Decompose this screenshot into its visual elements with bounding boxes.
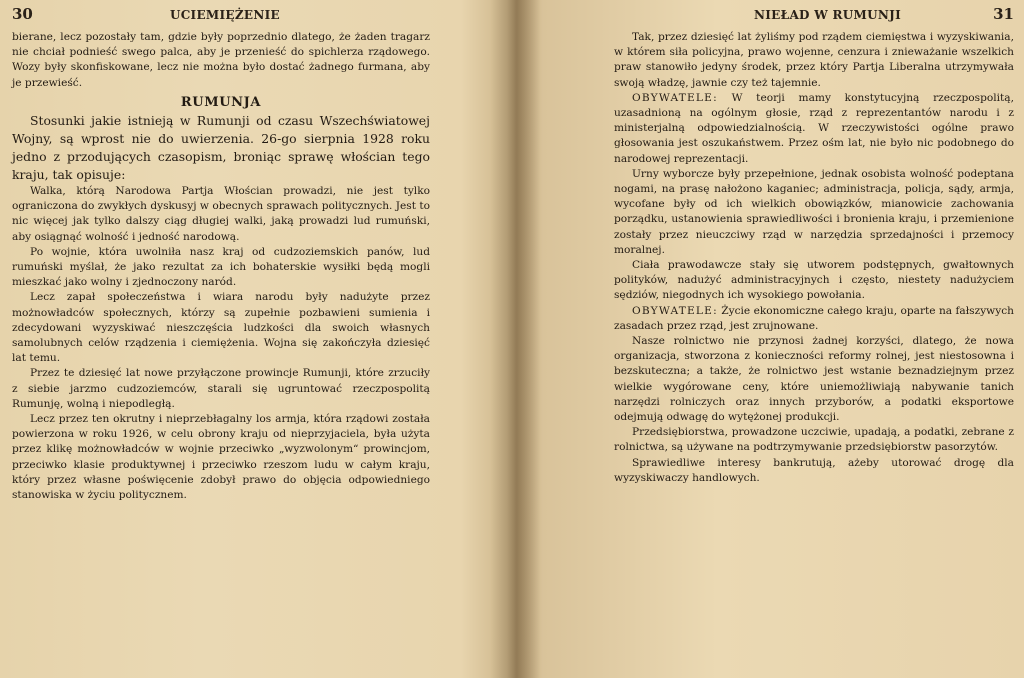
left-body-text (12, 30, 430, 503)
paragraph: Ciała prawodawcze stały się utworem podstępnych, gwałtownych polityków, nadużyć administracyjnych i często, niestety nadużyciem sędziów, niegodnych ich wysokiego powołania. (614, 259, 1014, 302)
left-page (0, 0, 510, 678)
section-heading: RUMUNJA (180, 94, 262, 110)
right-page (510, 0, 1024, 678)
paragraph: Sprawiedliwe interesy bankrutują, ażeby utorować drogę dla wyzyskiwaczy handlowych. (614, 456, 1014, 484)
paragraph: bierane, lecz pozostały tam, gdzie były poprzednio dlatego, że żaden tragarz nie chciał podnieść swego palca, aby je przenieść do spichlerza rządowego. Wozy były skonfiskowane, lecz nie można było dostać żadnego furmana, aby je przewieść. (12, 31, 430, 89)
address-label: OBYWATELE: (632, 304, 718, 317)
left-running-head-title: UCIEMIĘŻENIE (169, 8, 280, 22)
right-page-number: 31 (993, 5, 1014, 23)
paragraph: Lecz zapał społeczeństwa i wiara narodu były nadużyte przez możnowładców społecznych, którzy są zupełnie pozbawieni sumienia i zdecydowani wyzyskiwać nieszczęścia ludzkości dla swoich własnych samolubnych celów rządzenia i ciemiężenia. Wojna się zakończyła dziesięć lat temu. (12, 291, 430, 365)
paragraph: Stosunki jakie istnieją w Rumunji od czasu Wszechświatowej Wojny, są wprost nie do uwierzenia. 26-go sierpnia 1928 roku jedno z przodujących czasopism, broniąc sprawę włościan tego kraju, tak opisuje: (12, 113, 430, 183)
left-running-header (12, 0, 430, 30)
paragraph: Po wojnie, która uwolniła nasz kraj od cudzoziemskich panów, lud rumuński myślał, że jako rezultat za ich bohaterskie wysiłki będą mogli mieszkać jako wolny i zjednoczony naród. (12, 245, 430, 289)
right-running-head-title: NIEŁAD W RUMUNJI (754, 8, 902, 22)
paragraph: Tak, przez dziesięć lat żyliśmy pod rządem ciemięstwa i wyzyskiwania, w którem siła policyjna, prawo wojenne, cenzura i znieważanie wszelkich praw stanowiło jedyny środek, przez który Partja Liberalna utrzymywała swoją władzę, jawnie czy też tajemnie. (614, 31, 1014, 89)
right-body-text (614, 30, 1014, 486)
paragraph: Przez te dziesięć lat nowe przyłączone prowincje Rumunji, które zrzuciły z siebie jarzmo cudzoziemców, starali się ugruntować rzeczpospolitą Rumunję, wolną i niepodległą. (12, 367, 430, 410)
paragraph: Lecz przez ten okrutny i nieprzebłagalny los armja, która rządowi została powierzona w roku 1926, w celu obrony kraju od nieprzyjaciela, była użyta przez klikę możnowładców w wojnie przeciwko „wyzwolonym“ prowincjom, przeciwko klasie produktywnej i przeciwko rzeszom ludu w całym kraju, który przez własne poświęcenie zdobył prawo do objęcia odpowiedniego stanowiska w życiu politycznem. (12, 413, 430, 502)
right-running-header (614, 0, 1014, 30)
paragraph: Walka, którą Narodowa Partja Włościan prowadzi, nie jest tylko ograniczona do zwykłych dyskusyj w obecnych sprawach politycznych. Jest to nic więcej jak tylko dalszy ciąg długiej walki, jaką prowadzi lud rumuński, aby osiągnąć wolność i jedność narodową. (12, 185, 430, 243)
paragraph (614, 304, 1014, 334)
paragraph: Urny wyborcze były przepełnione, jednak osobista wolność podeptana nogami, na prasę nałożono kaganiec; administracja, policja, sądy, armja, wycofane były od ich wielkich obowiązków, mianowicie zachowania porządku, ustanowienia sprawiedliwości i bronienia kraju, i przemienione zostały przez nieuczciwy rząd w narzędzia sprzedajności i przemocy moralnej. (614, 167, 1014, 256)
paragraph-text: W teorji mamy konstytucyjną rzeczpospolitą, uzasadnioną na ogólnym głosie, rząd z reprezentantów narodu i z ministerjalną odpowiedzialnością. W rzeczywistości ogólne prawo głosowania jest oszukaństwem. Przez ośm lat, nie było nic podobnego do narodowej reprezentacji. (614, 91, 1014, 165)
paragraph-text: Życie ekonomiczne całego kraju, oparte na fałszywych zasadach przez rząd, jest zrujnowane. (614, 304, 1014, 332)
address-label: OBYWATELE: (632, 91, 718, 104)
paragraph: Przedsiębiorstwa, prowadzone uczciwie, upadają, a podatki, zebrane z rolnictwa, są używane na podtrzymywanie przedsiębiorstw pasorzytów. (614, 426, 1014, 454)
left-page-number: 30 (12, 5, 33, 23)
paragraph (614, 91, 1014, 167)
paragraph: Nasze rolnictwo nie przynosi żadnej korzyści, dlatego, że nowa organizacja, stworzona z konieczności reformy rolnej, jest niestosowna i bezskuteczna; a także, że rolnictwo jest wstanie beznadziejnym przez wielkie wygórowane ceny, które uniemożliwiają nabywanie tanich narzędzi rolniczych oraz innych przyborów, a podatki eksportowe odejmują odwagę do wytężonej produkcji. (614, 335, 1014, 424)
